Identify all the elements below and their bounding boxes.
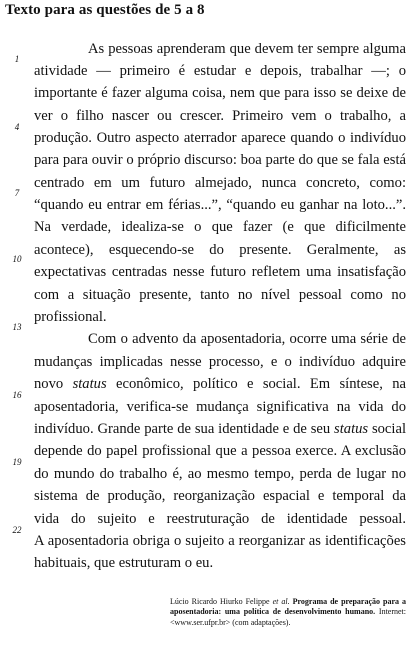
text-line: com a situação presente, tanto no nível pessoal como no [34,287,406,303]
line-number: 22 [12,525,22,535]
text-line: importante é fazer alguma coisa, nem que para isso se deixe de [34,85,406,101]
text-line: do mundo do trabalho é, ao mesmo tempo, perda de lugar no [34,466,406,482]
text-line: A aposentadoria obriga o sujeito a reorganizar as identificações [34,533,406,549]
text-line: Com o advento da aposentadoria, ocorre uma série de [88,331,406,347]
line-number: 16 [12,390,22,400]
source-etal: et al. [272,597,290,606]
text-line: aposentadoria, verifica-se mudança significativa na vida do [34,399,406,415]
text-line: centrado em um futuro almejado, nunca concreto, como: [34,175,406,191]
text-line: profissional. [34,309,107,325]
italic-term: status [334,421,369,437]
text-line: expectativas centradas nesse futuro refletem uma insatisfação [34,264,406,280]
line-number: 10 [12,254,22,264]
text-line: atividade — primeiro é estudar e depois, trabalhar —; o [34,63,406,79]
source-work-title: Programa de preparação para a aposentadoria: uma política de desenvolvimento humano. [170,597,407,617]
line-number: 19 [12,457,22,467]
page-title: Texto para as questões de 5 a 8 [5,2,205,18]
text-line: “quando eu entrar em férias...”, “quando eu ganhar na loto...”. [34,197,406,213]
text-line: acontece), esquecendo-se do presente. Geralmente, as [34,242,406,258]
source-citation [170,597,406,628]
text-line: produção. Outro aspecto aterrador aparece quando o indivíduo [34,130,406,146]
text-line: sistema de produção, reorganização espacial e temporal da [34,488,406,504]
text-line: novo status econômico, político e social. Em síntese, na [34,376,406,392]
source-url: Internet: <www.ser.ufpr.br> (com adaptações). [170,607,407,627]
text-line: mudanças implicadas nesse processo, e o indivíduo adquire [34,354,406,370]
source-author: Lúcio Ricardo Hiurko Felippe [170,597,270,606]
text-line: habituais, que estruturam o eu. [34,555,214,571]
text-line: Na verdade, idealiza-se o que fazer (e que dificilmente [34,219,406,235]
text-line: para para ouvir o próprio discurso: boa parte do que se fala está [34,152,406,168]
line-number: 7 [14,188,20,198]
line-number: 4 [14,122,20,132]
line-number: 13 [12,322,22,332]
italic-term: status [72,376,107,392]
text-line: indivíduo. Grande parte de sua identidade e de seu status social [34,421,406,437]
line-number: 1 [14,54,20,64]
text-line: ver o filho nascer ou crescer. Primeiro vem o trabalho, a [34,108,406,124]
text-line: As pessoas aprenderam que devem ter sempre alguma [88,41,406,57]
text-line: depende do papel profissional que a pessoa exerce. A exclusão [34,443,406,459]
text-line: vida do sujeito e reestruturação de identidade pessoal. [34,511,406,527]
